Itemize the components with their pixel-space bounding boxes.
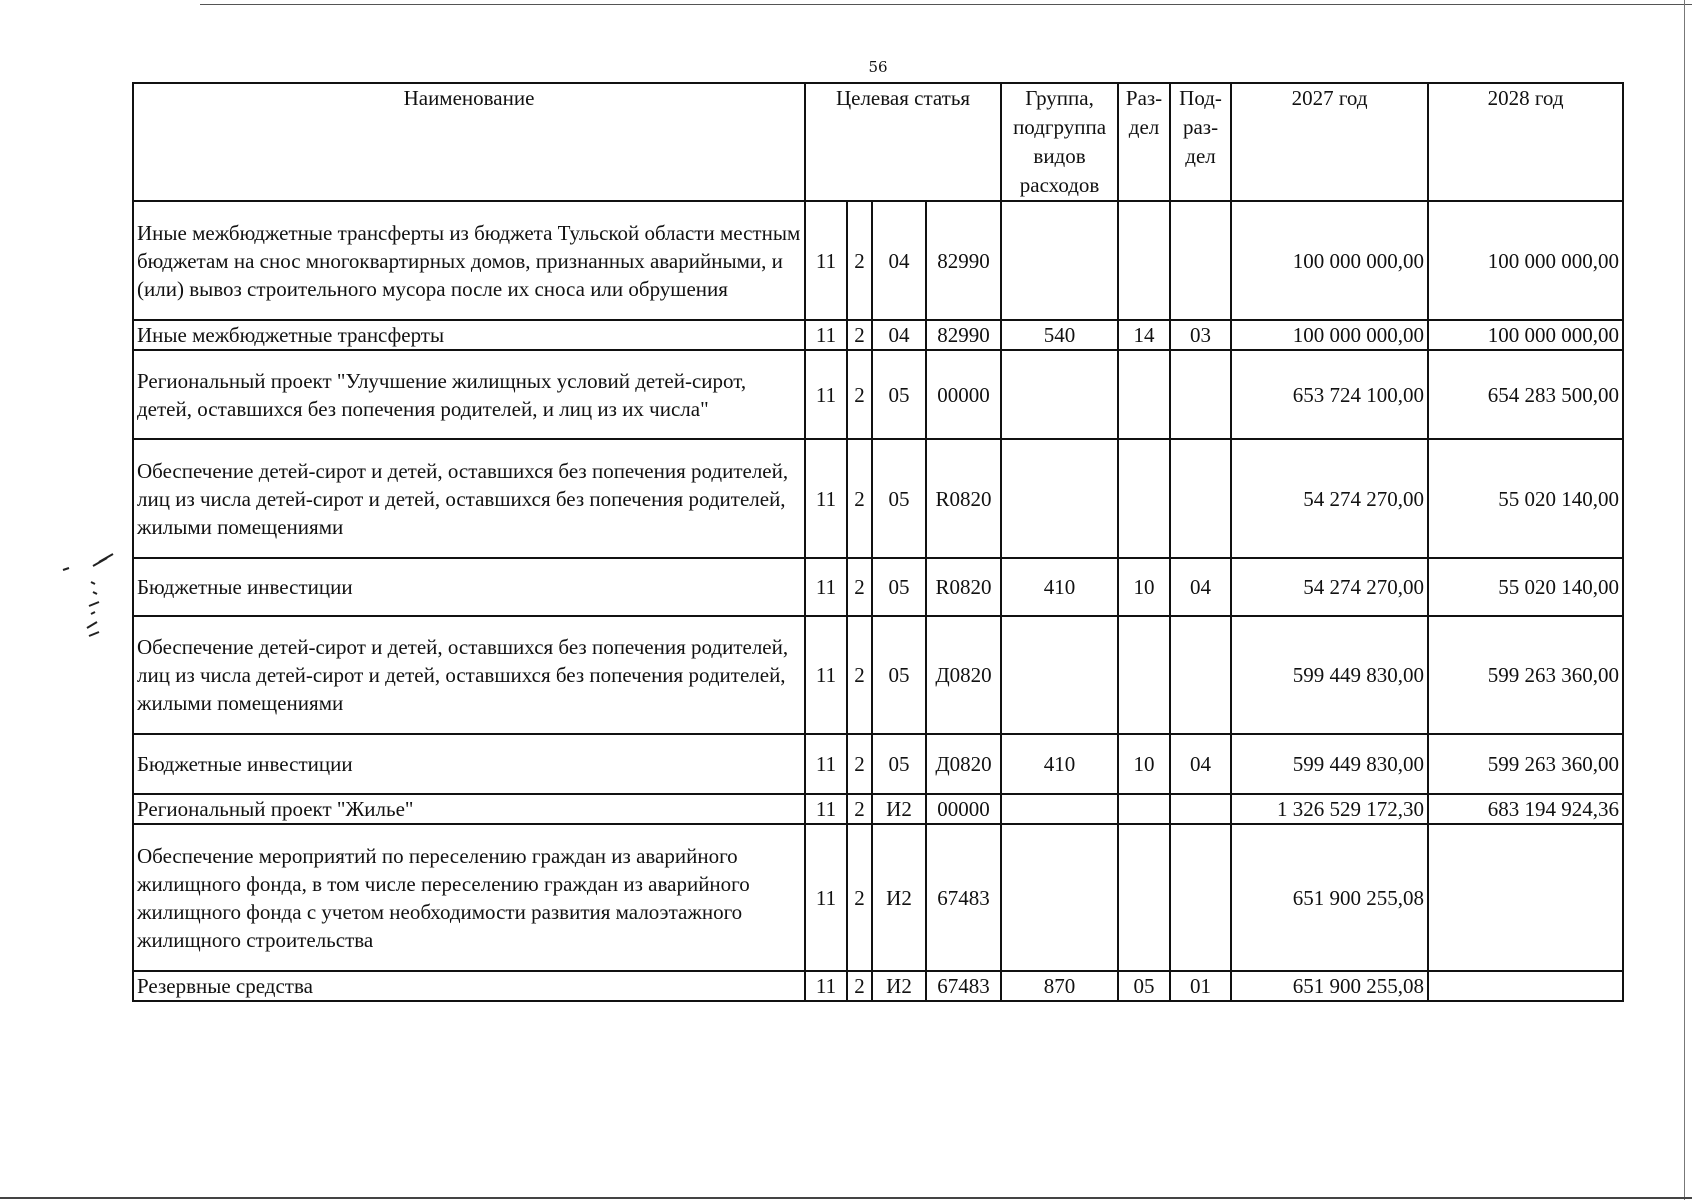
article-event: 05 [872, 439, 926, 558]
section: 14 [1118, 320, 1170, 350]
subsection: 03 [1170, 320, 1231, 350]
expense-group: 410 [1001, 558, 1118, 616]
row-name: Иные межбюджетные трансферты [133, 320, 805, 350]
section [1118, 350, 1170, 439]
table-row [133, 201, 1623, 320]
section: 10 [1118, 558, 1170, 616]
article-program: 11 [805, 794, 847, 824]
amount-2027: 100 000 000,00 [1231, 201, 1428, 320]
article-program: 11 [805, 439, 847, 558]
amount-2027: 100 000 000,00 [1231, 320, 1428, 350]
article-subprogram: 2 [847, 558, 872, 616]
article-direction: Д0820 [926, 734, 1001, 794]
table-row [133, 824, 1623, 971]
amount-2028: 599 263 360,00 [1428, 734, 1623, 794]
article-program: 11 [805, 201, 847, 320]
row-name: Обеспечение детей-сирот и детей, оставшихся без попечения родителей, лиц из числа детей-сирот и детей, оставшихся без попечения родителей, жилыми помещениями [133, 439, 805, 558]
header-2027: 2027 год [1231, 83, 1428, 201]
expense-group [1001, 616, 1118, 734]
subsection [1170, 350, 1231, 439]
amount-2028 [1428, 971, 1623, 1001]
scan-right-edge [1684, 0, 1685, 1200]
article-event: И2 [872, 971, 926, 1001]
table-row [133, 794, 1623, 824]
article-subprogram: 2 [847, 824, 872, 971]
subsection [1170, 824, 1231, 971]
amount-2028: 55 020 140,00 [1428, 558, 1623, 616]
article-event: И2 [872, 794, 926, 824]
row-name: Резервные средства [133, 971, 805, 1001]
table-row [133, 350, 1623, 439]
amount-2027: 651 900 255,08 [1231, 971, 1428, 1001]
row-name: Бюджетные инвестиции [133, 734, 805, 794]
article-event: 05 [872, 558, 926, 616]
section [1118, 794, 1170, 824]
article-event: И2 [872, 824, 926, 971]
budget-table [132, 82, 1624, 1002]
expense-group: 870 [1001, 971, 1118, 1001]
amount-2027: 54 274 270,00 [1231, 558, 1428, 616]
amount-2028: 55 020 140,00 [1428, 439, 1623, 558]
expense-group [1001, 201, 1118, 320]
amount-2027: 651 900 255,08 [1231, 824, 1428, 971]
article-subprogram: 2 [847, 320, 872, 350]
article-subprogram: 2 [847, 439, 872, 558]
subsection [1170, 616, 1231, 734]
amount-2028: 683 194 924,36 [1428, 794, 1623, 824]
amount-2027: 54 274 270,00 [1231, 439, 1428, 558]
expense-group [1001, 350, 1118, 439]
header-name: Наименование [133, 83, 805, 201]
subsection: 04 [1170, 734, 1231, 794]
section: 05 [1118, 971, 1170, 1001]
article-event: 05 [872, 734, 926, 794]
article-program: 11 [805, 350, 847, 439]
article-event: 04 [872, 320, 926, 350]
article-subprogram: 2 [847, 794, 872, 824]
table-row [133, 971, 1623, 1001]
amount-2027: 599 449 830,00 [1231, 734, 1428, 794]
article-event: 04 [872, 201, 926, 320]
expense-group [1001, 824, 1118, 971]
section [1118, 616, 1170, 734]
row-name: Региональный проект "Улучшение жилищных условий детей-сирот, детей, оставшихся без попечения родителей, и лиц из их числа" [133, 350, 805, 439]
article-direction: 67483 [926, 824, 1001, 971]
section [1118, 824, 1170, 971]
header-group: Группа, подгруппа видов расходов [1001, 83, 1118, 201]
row-name: Обеспечение детей-сирот и детей, оставшихся без попечения родителей, лиц из числа детей-сирот и детей, оставшихся без попечения родителей, жилыми помещениями [133, 616, 805, 734]
amount-2027: 1 326 529 172,30 [1231, 794, 1428, 824]
header-section: Раз- дел [1118, 83, 1170, 201]
amount-2028: 599 263 360,00 [1428, 616, 1623, 734]
amount-2028 [1428, 824, 1623, 971]
subsection [1170, 794, 1231, 824]
article-program: 11 [805, 558, 847, 616]
article-program: 11 [805, 824, 847, 971]
subsection [1170, 201, 1231, 320]
article-direction: R0820 [926, 558, 1001, 616]
article-direction: 82990 [926, 201, 1001, 320]
section [1118, 201, 1170, 320]
scan-top-edge [200, 4, 1692, 5]
amount-2028: 100 000 000,00 [1428, 320, 1623, 350]
article-program: 11 [805, 320, 847, 350]
expense-group [1001, 439, 1118, 558]
table-row [133, 558, 1623, 616]
subsection [1170, 439, 1231, 558]
table-header-row [133, 83, 1623, 201]
amount-2028: 654 283 500,00 [1428, 350, 1623, 439]
table-row [133, 616, 1623, 734]
amount-2027: 653 724 100,00 [1231, 350, 1428, 439]
article-subprogram: 2 [847, 201, 872, 320]
scan-bottom-edge [0, 1197, 1692, 1199]
expense-group [1001, 794, 1118, 824]
article-direction: 00000 [926, 350, 1001, 439]
table-row [133, 439, 1623, 558]
table-row [133, 320, 1623, 350]
subsection: 04 [1170, 558, 1231, 616]
section [1118, 439, 1170, 558]
table-row [133, 734, 1623, 794]
article-direction: R0820 [926, 439, 1001, 558]
subsection: 01 [1170, 971, 1231, 1001]
row-name: Региональный проект "Жилье" [133, 794, 805, 824]
article-direction: 00000 [926, 794, 1001, 824]
row-name: Иные межбюджетные трансферты из бюджета Тульской области местным бюджетам на снос многоквартирных домов, признанных аварийными, и (или) вывоз строительного мусора после их сноса или обрушения [133, 201, 805, 320]
margin-scribble [55, 548, 115, 658]
row-name: Обеспечение мероприятий по переселению граждан из аварийного жилищного фонда, в том числе переселению граждан из аварийного жилищного фонда с учетом необходимости развития малоэтажного жилищного строительства [133, 824, 805, 971]
page-number: 56 [868, 58, 888, 76]
article-event: 05 [872, 616, 926, 734]
article-subprogram: 2 [847, 971, 872, 1001]
amount-2028: 100 000 000,00 [1428, 201, 1623, 320]
header-subsection: Под- раз- дел [1170, 83, 1231, 201]
article-subprogram: 2 [847, 350, 872, 439]
section: 10 [1118, 734, 1170, 794]
header-target-article: Целевая статья [805, 83, 1001, 201]
article-direction: 82990 [926, 320, 1001, 350]
article-subprogram: 2 [847, 616, 872, 734]
expense-group: 410 [1001, 734, 1118, 794]
article-program: 11 [805, 734, 847, 794]
header-2028: 2028 год [1428, 83, 1623, 201]
amount-2027: 599 449 830,00 [1231, 616, 1428, 734]
article-program: 11 [805, 971, 847, 1001]
article-event: 05 [872, 350, 926, 439]
expense-group: 540 [1001, 320, 1118, 350]
article-subprogram: 2 [847, 734, 872, 794]
article-direction: 67483 [926, 971, 1001, 1001]
article-direction: Д0820 [926, 616, 1001, 734]
row-name: Бюджетные инвестиции [133, 558, 805, 616]
article-program: 11 [805, 616, 847, 734]
